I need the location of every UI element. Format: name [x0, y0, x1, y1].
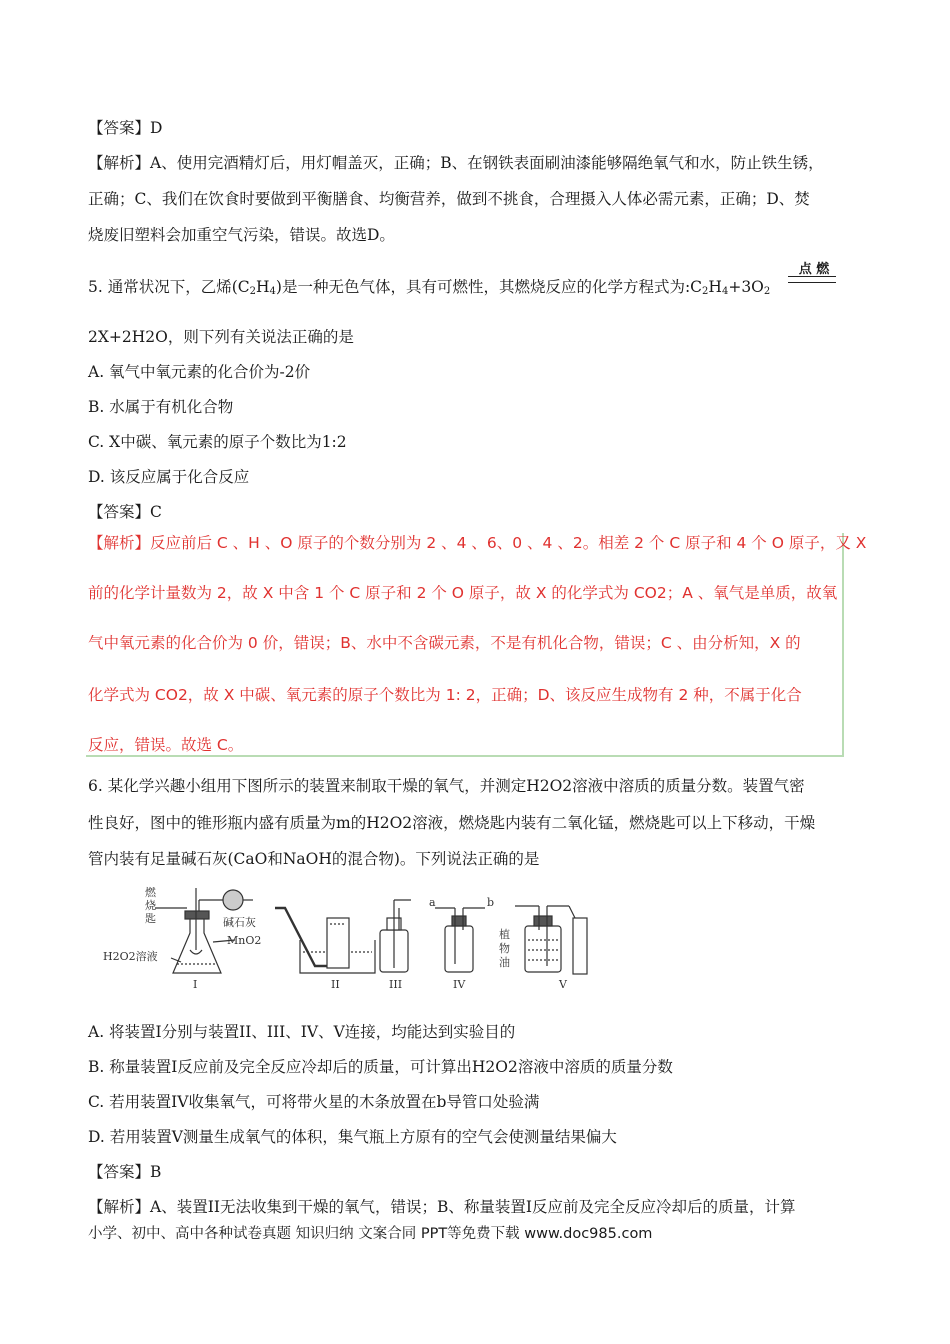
q6-stem-line: 性良好，图中的锥形瓶内盛有质量为m的H2O2溶液，燃烧匙内装有二氧化锰，燃烧匙可以上下移动，干燥: [88, 814, 816, 832]
q5-stem-line: 5. 通常状况下，乙烯$(C_2H_4)$是一种无色气体，具有可燃性，其燃烧反应的化学方程式为$:C_2H_4+3O_2$: [88, 278, 771, 297]
label-a: a: [429, 896, 436, 909]
label-oil-2: 物: [499, 942, 510, 955]
label-spoon-1: 燃: [145, 886, 156, 899]
q6-option-a: A. 将装置I分别与装置II、III、IV、V连接，均能达到实验目的: [88, 1023, 516, 1041]
q6-analysis-line: 【解析】A、装置II无法收集到干燥的氧气，错误；B、称量装置I反应前及完全反应冷却后的质量，计算: [88, 1198, 796, 1216]
q5-analysis-line: 【解析】反应前后 C 、H 、O 原子的个数分别为 2 、4 、6、0 、4 、2。相差 2 个 C 原子和 4 个 O 原子，又 X: [88, 534, 867, 552]
apparatus-num-1: I: [193, 978, 198, 991]
apparatus-num-5: V: [559, 978, 567, 991]
label-oil-3: 油: [499, 956, 510, 969]
q5-analysis-line: 气中氧元素的化合价为 0 价，错误；B、水中不含碳元素，不是有机化合物，错误；C 、由分析知，X 的: [88, 634, 801, 652]
q4-answer: 【答案】D: [88, 119, 163, 137]
q5-option-b: B. 水属于有机化合物: [88, 398, 234, 416]
q6-option-c: C. 若用装置IV收集氧气，可将带火星的木条放置在b导管口处验满: [88, 1093, 540, 1111]
apparatus-5: [515, 906, 587, 974]
apparatus-2: [275, 908, 375, 973]
label-soda-lime: 碱石灰: [223, 916, 256, 929]
label-spoon-2: 烧: [145, 899, 156, 912]
q6-option-b: B. 称量装置I反应前及完全反应冷却后的质量，可计算出H2O2溶液中溶质的质量分数: [88, 1058, 673, 1076]
apparatus-figure: [95, 878, 615, 993]
q5-option-c: C. X中碳、氧元素的原子个数比为1:2: [88, 433, 347, 451]
q4-analysis-line: 烧废旧塑料会加重空气污染，错误。故选D。: [88, 226, 395, 244]
q4-analysis-line: 【解析】A、使用完酒精灯后，用灯帽盖灭，正确；B、在钢铁表面刷油漆能够隔绝氧气和水，防止铁生锈，: [88, 154, 824, 172]
q5-stem-line: 2X+2H2O，则下列有关说法正确的是: [88, 328, 354, 346]
q5-analysis-line: 前的化学计量数为 2，故 X 中含 1 个 C 原子和 2 个 O 原子，故 X 的化学式为 CO2；A 、氧气是单质，故氧: [88, 584, 838, 602]
apparatus-4: [435, 908, 485, 972]
q6-answer: 【答案】B: [88, 1163, 162, 1181]
label-b: b: [487, 896, 495, 909]
q5-option-d: D. 该反应属于化合反应: [88, 468, 250, 486]
apparatus-num-3: III: [389, 978, 403, 991]
q5-answer: 【答案】C: [88, 503, 162, 521]
apparatus-3: [380, 900, 411, 972]
q5-analysis-line: 化学式为 CO2，故 X 中碳、氧元素的原子个数比为 1: 2，正确；D、该反应生成物有 2 种，不属于化合: [88, 686, 802, 704]
q4-analysis-line: 正确；C、我们在饮食时要做到平衡膳食、均衡营养，做到不挑食，合理摄入人体必需元素，正确；D、焚: [88, 190, 810, 208]
q6-option-d: D. 若用装置V测量生成氧气的体积，集气瓶上方原有的空气会使测量结果偏大: [88, 1128, 617, 1146]
q5-analysis-line: 反应，错误。故选 C。: [88, 736, 244, 754]
apparatus-num-4: IV: [453, 978, 466, 991]
page-footer: 小学、初中、高中各种试卷真题 知识归纳 文案合同 PPT等免费下载 www.doc985.com: [88, 1226, 653, 1242]
label-mno2: MnO2: [227, 934, 262, 947]
q6-stem-line: 6. 某化学兴趣小组用下图所示的装置来制取干燥的氧气，并测定H2O2溶液中溶质的质量分数。装置气密: [88, 777, 805, 795]
q6-stem-line: 管内装有足量碱石灰(CaO和NaOH的混合物)。下列说法正确的是: [88, 850, 540, 868]
reaction-condition: 点 燃: [798, 262, 830, 277]
q5-option-a: A. 氧气中氧元素的化合价为-2价: [88, 363, 311, 381]
label-oil-1: 植: [499, 928, 510, 941]
label-spoon-3: 匙: [145, 912, 156, 925]
equation-sign: [788, 276, 836, 283]
label-h2o2: H2O2溶液: [103, 950, 158, 963]
apparatus-1: [155, 888, 253, 973]
apparatus-num-2: II: [331, 978, 340, 991]
